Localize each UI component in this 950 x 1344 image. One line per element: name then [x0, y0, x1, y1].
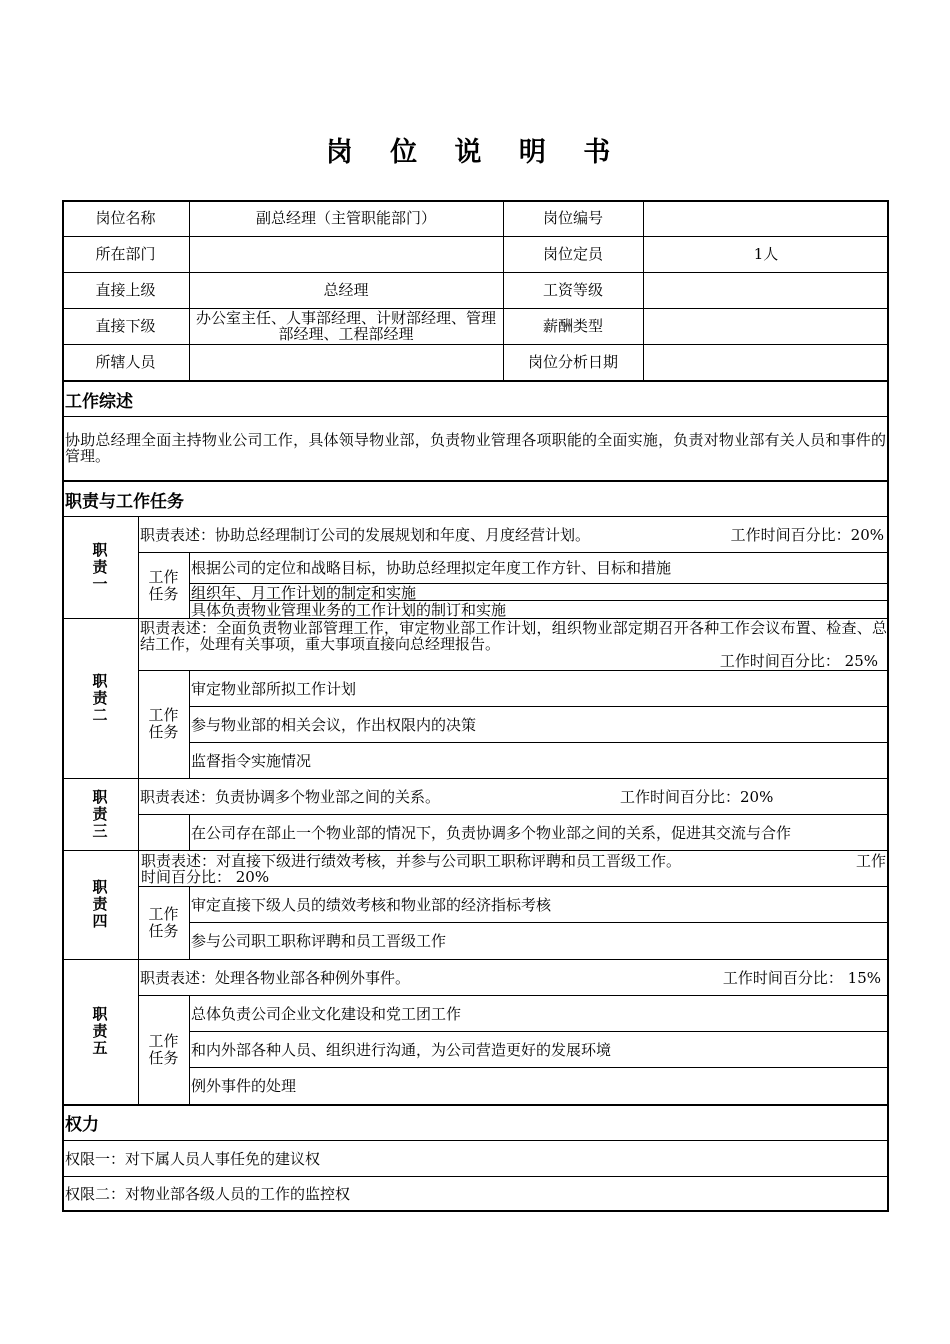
duty-4-task-label: 工作任务 — [148, 904, 179, 940]
pos-name-label: 岗位名称 — [95, 209, 156, 227]
superior-label: 直接上级 — [95, 281, 156, 299]
quota-label: 岗位定员 — [542, 245, 603, 263]
duty-2-task-3: 监督指令实施情况 — [191, 751, 312, 770]
quota-value: 1人 — [753, 245, 779, 263]
dept-label: 所在部门 — [95, 245, 156, 263]
pay-type-value — [643, 308, 889, 344]
grade-value — [643, 272, 889, 308]
pay-type-label: 薪酬类型 — [542, 317, 603, 335]
dept-value — [189, 236, 503, 272]
authority-heading: 权力 — [65, 1115, 99, 1135]
duty-1-task-label: 工作任务 — [148, 567, 179, 603]
duty-3-pct: 工作时间百分比：20% — [620, 787, 774, 806]
summary-heading: 工作综述 — [65, 391, 133, 412]
duty-3-label: 职责三 — [92, 787, 108, 840]
pos-code-label: 岗位编号 — [542, 209, 603, 227]
duty-1-desc: 职责表述：协助总经理制订公司的发展规划和年度、月度经营计划。 — [140, 525, 591, 544]
duty-4-pct-b: 时间百分比： 20% — [141, 868, 270, 886]
analysis-date-value — [643, 344, 889, 380]
duty-4-task-1: 审定直接下级人员的绩效考核和物业部的经济指标考核 — [191, 895, 552, 914]
staff-label: 所辖人员 — [95, 353, 156, 371]
duty-3-task-1: 在公司存在部止一个物业部的情况下，负责协调多个物业部之间的关系，促进其交流与合作 — [191, 823, 792, 842]
page-title: 岗 位 说 明 书 — [325, 137, 625, 168]
staff-value — [189, 344, 503, 380]
duty-4-label: 职责四 — [92, 878, 108, 930]
duty-4-desc: 职责表述：对直接下级进行绩效考核，并参与公司职工职称评聘和员工晋级工作。 — [141, 852, 682, 870]
duty-3-desc: 职责表述：负责协调多个物业部之间的关系。 — [140, 787, 441, 806]
duty-5-task-2: 和内外部各种人员、组织进行沟通，为公司营造更好的发展环境 — [191, 1040, 612, 1059]
grade-label: 工资等级 — [542, 281, 603, 299]
duty-1-label: 职责一 — [92, 541, 108, 593]
duty-1-pct: 工作时间百分比：20% — [730, 525, 884, 544]
duty-2-task-label: 工作任务 — [148, 706, 179, 741]
subordinate-value: 办公室主任、人事部经理、计财部经理、管理部经理、工程部经理 — [195, 309, 496, 343]
duty-2-desc: 职责表述：全面负责物业部管理工作，审定物业部工作计划，组织物业部定期召开各种工作会议布置、检查、总结工作，处理有关事项，重大事项直接向总经理报告。 — [140, 619, 887, 653]
summary-text: 协助总经理全面主持物业公司工作，具体领导物业部，负责物业管理各项职能的全面实施，负责对物业部有关人员和事件的管理。 — [65, 431, 886, 465]
analysis-date-label: 岗位分析日期 — [527, 353, 618, 371]
duty-2-label: 职责二 — [92, 671, 108, 724]
duty-2-pct: 工作时间百分比： 25% — [719, 652, 878, 670]
duty-5-pct: 工作时间百分比： 15% — [722, 968, 881, 987]
duty-4-pct-a: 工作 — [855, 852, 886, 870]
duty-5-task-3: 例外事件的处理 — [191, 1077, 297, 1095]
duty-1-task-3: 具体负责物业管理业务的工作计划的制订和实施 — [191, 601, 507, 619]
duties-heading: 职责与工作任务 — [65, 491, 184, 512]
duty-2-task-2: 参与物业部的相关会议，作出权限内的决策 — [191, 715, 477, 734]
pos-code-value — [643, 200, 889, 236]
duty-5-label: 职责五 — [92, 1005, 108, 1057]
subordinate-label: 直接下级 — [95, 317, 156, 335]
duty-5-desc: 职责表述：处理各物业部各种例外事件。 — [140, 968, 411, 987]
duty-2-task-1: 审定物业部所拟工作计划 — [191, 679, 357, 698]
duty-1-task-2: 组织年、月工作计划的制定和实施 — [191, 583, 417, 602]
duty-4-task-2: 参与公司职工职称评聘和员工晋级工作 — [191, 932, 447, 950]
authority-item-1: 权限一：对下属人员人事任免的建议权 — [65, 1149, 321, 1168]
authority-item-2: 权限二：对物业部各级人员的工作的监控权 — [65, 1185, 351, 1203]
pos-name-value: 副总经理（主管职能部门） — [255, 209, 436, 227]
duty-5-task-1: 总体负责公司企业文化建设和党工团工作 — [191, 1004, 462, 1023]
duty-1-task-1: 根据公司的定位和战略目标，协助总经理拟定年度工作方针、目标和措施 — [191, 559, 672, 577]
duty-5-task-label: 工作任务 — [148, 1031, 179, 1067]
superior-value: 总经理 — [323, 281, 369, 299]
